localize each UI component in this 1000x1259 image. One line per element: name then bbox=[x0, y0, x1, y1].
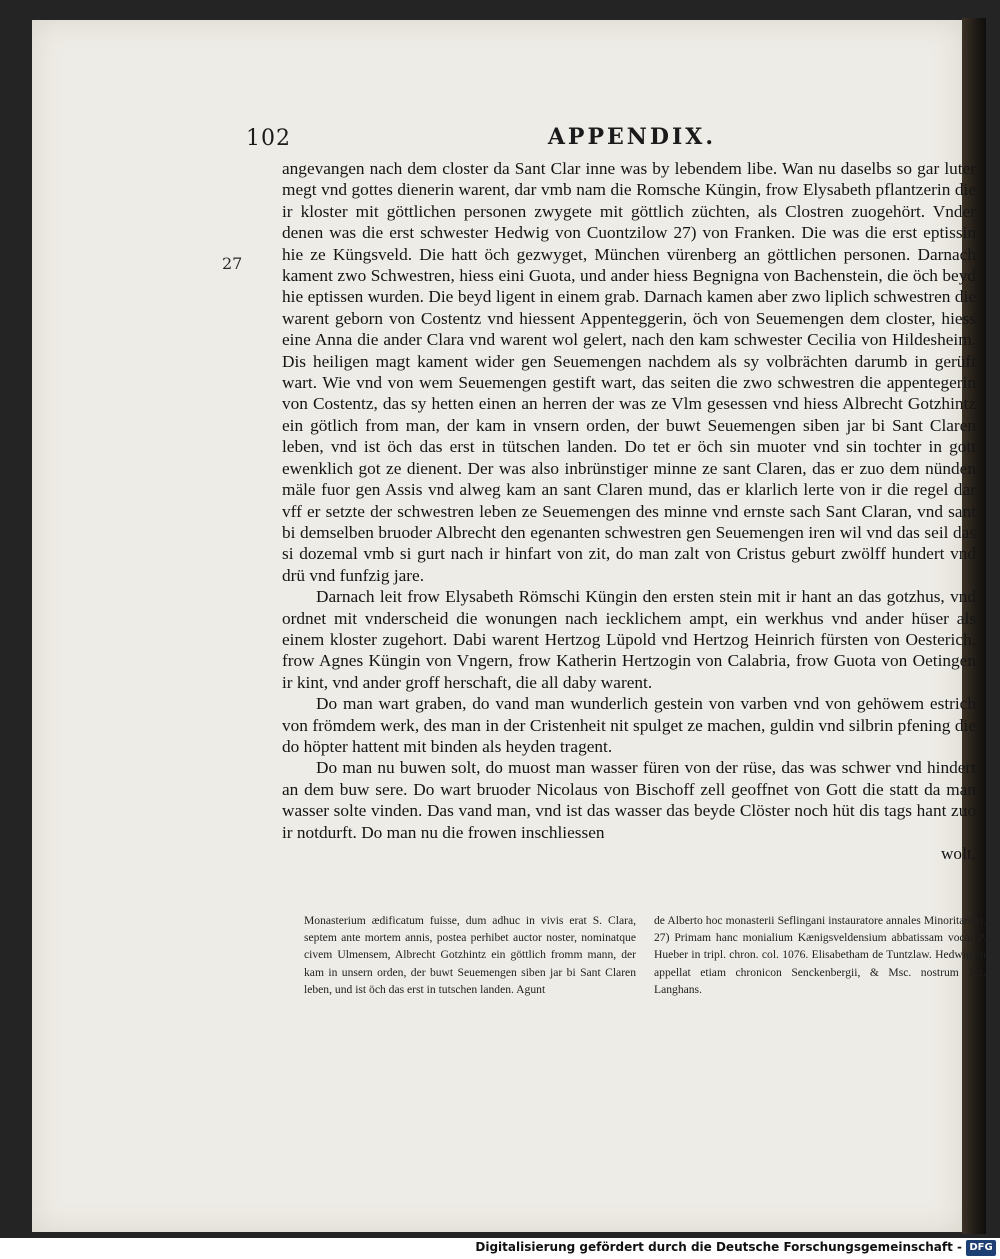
footer-bar bbox=[0, 1238, 1000, 1259]
funding-credit: Digitalisierung gefördert durch die Deutsche Forschungsgemeinschaft - bbox=[475, 1240, 962, 1254]
dfg-logo-icon: DFG bbox=[966, 1240, 996, 1256]
paragraph-3: Do man wart graben, do vand man wunderlich gestein von varben vnd von gehöwem estrich von frömdem werk, des man in der Cristenheit nit spulget ze machen, guldin vnd silbrin pfening die do höpter hattent mit binden als heyden tragent. bbox=[282, 694, 976, 756]
paragraph-1: angevangen nach dem closter da Sant Clar inne was by lebendem libe. Wan nu daselbs so gar luter megt vnd gottes dienerin warent, dar vmb nam die Romsche Küngin, frow Elysabeth pflantzerin die ir kloster mit göttlichen personen zwygete mit göttlich züchten, als Clostren zuogehört. Vnder denen was die erst schwester Hedwig von Cuontzilow 27) von Franken. Die was die erst eptissin hie ze Küngsveld. Die hatt öch gezwyget, München vürenberg an göttlichen personen. Darnach kament zwo Schwestren, hiess eini Guota, und ander hiess Begnigna von Bachenstein, die öch beyd hie eptissen wurden. Die beyd ligent in einem grab. Darnach kamen aber zwo liplich schwestren die warent geborn von Costentz vnd hiessent Appenteggerin, öch von Seuemengen dem closter, hiess eine Anna die ander Clara vnd warent wol gelert, nach den kam schwester Cecilia von Hildesheim. Dis heiligen magt kament wider gen Seuemengen nachdem als sy volbrächten darumb in gerüft wart. Wie vnd von wem Seuemengen gestift wart, das seiten die zwo schwestren die appentegerin von Costentz, das sy hetten einen an herren der was ze Vlm gesessen vnd hiess Albrecht Gotzhintz ein götlich from man, der kam in vnsern orden, der buwt Seuemengen siben jar bi Sant Claren leben, vnd ist öch das erst in tütschen landen. Do tet er öch sin muoter vnd sin tochter in gott ewenklich got ze dienent. Der was also inbrünstiger minne ze sant Claren, das er zuo dem nünden mäle fuor gen Assis vnd alweg kam an sant Claren mund, das er klarlich lerte von ir die regel dar vff er setzte der schwestren leben ze Seuemengen des minne vnd ernste sach Sant Claran, vnd sant bi demselben bruoder Albrecht den egenanten schwestren gen Seuemengen iren wil vnd das seil das si dozemal vmb si gurt nach ir hinfart von zit, do man zalt von Cristus geburt zwölff hundert vnd drü vnd funfzig jare. bbox=[282, 159, 976, 585]
paragraph-4: Do man nu buwen solt, do muost man wasser füren von der rüse, das was schwer vnd hindert an dem buw sere. Do wart bruoder Nicolaus von Bischoff zell geoffnet von Gott die statt da man wasser solte vinden. Das vand man, vnd ist das wasser das beyde Clöster noch hüt dis tags hant zuo ir notdurft. Do man nu die frowen inschliessen bbox=[282, 758, 976, 842]
footnote-column-right bbox=[654, 912, 986, 998]
running-head bbox=[246, 120, 716, 156]
catchword: wolt, bbox=[940, 844, 976, 863]
main-text bbox=[282, 158, 976, 864]
page-number: 102 bbox=[246, 126, 291, 151]
footnote-left-text: Monasterium ædificatum fuisse, dum adhuc in vivis erat S. Clara, septem ante mortem annis, postea perhibet auctor noster, nominatque civem Ulmensem, Albrecht Gotzhintz ein göttlich fromm mann, der kam in unsern orden, der buwt Seuemengen siben jar bi Sant Claren leben, und ist öch das erst in tutschen landen. Agunt bbox=[304, 914, 636, 996]
footnote-column-left bbox=[304, 912, 636, 998]
footnote-right-text: de Alberto hoc monasterii Seflingani instauratore annales Minoritarum. 27) Primam hanc monialium Kænigsveldensium abbatissam vocat P. Hueber in tripl. chron. col. 1076. Elisabetham de Tuntzlaw. Hedwigem appellat etiam chronicon Senckenbergii, & Msc. nostrum Jac. Langhans. bbox=[654, 914, 986, 996]
paragraph-2: Darnach leit frow Elysabeth Römschi Küngin den ersten stein mit ir hant an das gotzhus, vnd ordnet mit vnderscheid die wonungen nach iecklichem ampt, ein werkhus vnd ander hüser als einem kloster zugehort. Dabi warent Hertzog Lüpold vnd Hertzog Heinrich fürsten von Oesterich, frow Agnes Küngin von Vngern, frow Katherin Hertzogin von Calabria, frow Guota von Oetingen ir kint, vnd ander groff herschaft, die all daby warent. bbox=[282, 587, 976, 692]
running-title: APPENDIX. bbox=[547, 124, 716, 150]
margin-footnote-marker: 27 bbox=[222, 254, 243, 273]
